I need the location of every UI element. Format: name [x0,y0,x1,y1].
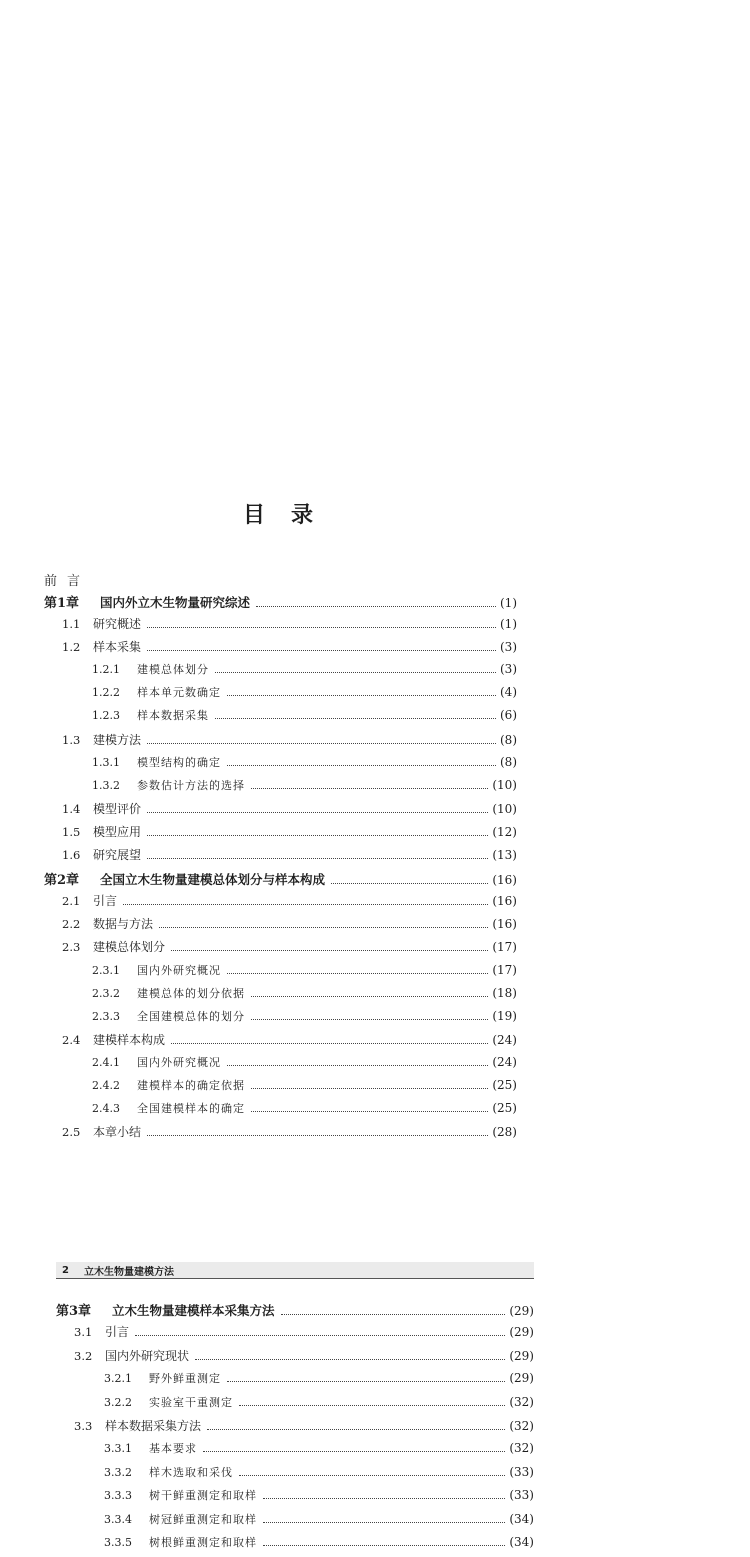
toc-entry-title: 建模样本构成 [93,1032,166,1047]
toc-entry[interactable] [56,1534,534,1557]
toc-entry-page: (10) [492,801,517,816]
dot-leader [207,1429,505,1430]
dot-leader [251,788,488,789]
toc-entry-number: 3.3 [74,1418,93,1433]
toc-entry-title: 基本要求 [149,1442,197,1456]
toc-entry-number: 2.4 [62,1032,81,1047]
toc-entry-page: (6) [500,708,517,723]
toc-list-page-2 [56,1300,534,1557]
toc-entry[interactable] [44,823,517,846]
toc-entry-number: 3.2.1 [104,1372,132,1386]
dot-leader [263,1522,505,1523]
toc-entry[interactable] [56,1347,534,1370]
toc-entry-page: (16) [492,873,517,888]
toc-entry-page: (1) [500,617,517,632]
toc-entry-title: 全国立木生物量建模总体划分与样本构成 [100,872,326,888]
dot-leader [159,927,488,928]
toc-entry[interactable] [44,962,517,985]
toc-entry-number: 1.3 [62,732,81,747]
toc-entry[interactable] [44,869,517,892]
toc-entry-page: (18) [492,985,517,1000]
dot-leader [281,1314,506,1315]
dot-leader [239,1475,505,1476]
toc-entry[interactable] [44,731,517,754]
dot-leader [203,1451,505,1452]
toc-entry-page: (24) [492,1032,517,1047]
toc-entry[interactable] [44,777,517,800]
dot-leader [171,950,488,951]
toc-entry[interactable] [56,1300,534,1323]
toc-entry-number: 1.2.2 [92,686,120,700]
toc-entry[interactable] [56,1440,534,1463]
toc-entry-page: (33) [509,1464,534,1479]
toc-entry-page: (33) [509,1488,534,1503]
toc-entry[interactable] [44,1077,517,1100]
toc-entry-title: 国内外研究概况 [137,963,221,977]
toc-entry-page: (17) [492,940,517,955]
toc-entry-page: (8) [500,754,517,769]
toc-entry-title: 全国建模总体的划分 [137,1009,245,1023]
toc-entry-page: (24) [492,1054,517,1069]
toc-entry-number: 3.3.5 [104,1535,132,1549]
toc-entry-number: 2.1 [62,894,81,909]
toc-entry-page: (12) [492,824,517,839]
toc-entry[interactable] [44,1008,517,1031]
toc-entry[interactable] [56,1323,534,1346]
dot-leader [251,1088,488,1089]
toc-entry-number: 3.3.2 [104,1465,132,1479]
toc-entry-page: (32) [509,1418,534,1433]
toc-entry-title: 样本数据采集方法 [105,1418,202,1433]
toc-entry[interactable] [44,1031,517,1054]
dot-leader [147,835,488,836]
toc-entry-page: (32) [509,1394,534,1409]
toc-entry-page: (3) [500,662,517,677]
toc-entry-number: 第2章 [44,873,80,889]
dot-leader [123,904,488,905]
toc-entry[interactable] [56,1511,534,1534]
toc-entry-title: 样本单元数确定 [137,686,221,700]
toc-entry[interactable] [44,985,517,1008]
header-book-title: 立木生物量建模方法 [84,1266,174,1278]
toc-list-page-1 [44,592,517,1146]
toc-entry[interactable] [56,1487,534,1510]
dot-leader [227,765,496,766]
toc-entry-number: 2.2 [62,917,81,932]
toc-entry[interactable] [44,800,517,823]
toc-entry[interactable] [56,1370,534,1393]
toc-entry-title: 树冠鲜重测定和取样 [149,1512,257,1526]
toc-entry-page: (16) [492,917,517,932]
toc-entry[interactable] [56,1394,534,1417]
toc-entry-number: 第3章 [56,1304,92,1319]
toc-entry-title: 国内外研究概况 [137,1055,221,1069]
toc-entry-title: 建模总体的划分依据 [137,986,245,1000]
toc-entry-number: 2.4.3 [92,1102,120,1116]
toc-entry[interactable] [44,938,517,961]
toc-entry-title: 样本采集 [93,640,142,655]
dot-leader [256,606,496,607]
toc-entry-title: 野外鲜重测定 [149,1372,221,1386]
dot-leader [251,996,488,997]
toc-entry-page: (34) [509,1511,534,1526]
toc-entry-page: (4) [500,685,517,700]
toc-entry-title: 引言 [105,1325,130,1340]
dot-leader [251,1019,488,1020]
toc-entry-title: 建模方法 [93,732,142,747]
toc-title: 目录 [242,502,339,528]
toc-entry-number: 2.3 [62,940,81,955]
toc-entry-number: 3.2 [74,1348,93,1363]
toc-entry-number: 2.5 [62,1125,81,1140]
toc-entry-page: (29) [509,1304,534,1318]
toc-entry-title: 样木选取和采伐 [149,1465,233,1479]
toc-entry-title: 树干鲜重测定和取样 [149,1489,257,1503]
running-header [56,1262,534,1279]
toc-entry-page: (19) [492,1008,517,1023]
toc-entry-title: 引言 [93,894,118,909]
toc-entry-title: 建模总体划分 [137,663,209,677]
toc-entry-page: (17) [492,962,517,977]
toc-entry[interactable] [44,684,517,707]
toc-entry-title: 建模样本的确定依据 [137,1078,245,1092]
dot-leader [147,858,488,859]
toc-entry[interactable] [44,638,517,661]
toc-entry-page: (32) [509,1441,534,1456]
dot-leader [147,743,496,744]
toc-entry-number: 1.2 [62,640,81,655]
toc-entry-page: (28) [492,1125,517,1140]
toc-entry[interactable] [44,892,517,915]
toc-entry-number: 2.3.3 [92,1009,120,1023]
toc-entry-title: 数据与方法 [93,917,154,932]
dot-leader [215,718,496,719]
toc-entry-title: 立木生物量建模样本采集方法 [112,1303,275,1318]
toc-entry-number: 3.3.1 [104,1442,132,1456]
toc-entry-title: 本章小结 [93,1125,142,1140]
toc-entry-page: (29) [509,1371,534,1386]
toc-entry[interactable] [56,1464,534,1487]
toc-entry-number: 1.3.1 [92,755,120,769]
toc-entry-number: 3.3.4 [104,1512,132,1526]
dot-leader [227,695,496,696]
toc-entry-title: 树根鲜重测定和取样 [149,1535,257,1549]
toc-entry[interactable] [44,1054,517,1077]
dot-leader [135,1335,505,1336]
toc-entry[interactable] [44,1123,517,1146]
toc-entry[interactable] [44,707,517,730]
dot-leader [251,1111,488,1112]
dot-leader [171,1043,488,1044]
toc-entry-number: 3.3.3 [104,1489,132,1503]
toc-entry-title: 国内外研究现状 [105,1348,190,1363]
toc-entry-title: 研究概述 [93,617,142,632]
header-page-number: 2 [62,1264,69,1276]
toc-entry-number: 3.1 [74,1325,93,1340]
toc-entry-page: (13) [492,848,517,863]
dot-leader [195,1359,505,1360]
toc-entry-number: 1.2.1 [92,663,120,677]
dot-leader [147,627,496,628]
toc-entry-page: (34) [509,1534,534,1549]
toc-entry-title: 样本数据采集 [137,709,209,723]
dot-leader [147,1135,488,1136]
toc-entry-title: 模型评价 [93,801,142,816]
toc-entry-title: 建模总体划分 [93,940,166,955]
toc-entry[interactable] [44,615,517,638]
toc-entry-title: 模型结构的确定 [137,755,221,769]
toc-entry-number: 1.4 [62,801,81,816]
toc-entry-page: (3) [500,640,517,655]
toc-entry-page: (1) [500,596,517,610]
dot-leader [263,1498,505,1499]
dot-leader [147,650,496,651]
dot-leader [215,672,496,673]
toc-entry-number: 2.4.2 [92,1078,120,1092]
preface-entry[interactable]: 前言 [44,574,91,589]
toc-entry-title: 参数估计方法的选择 [137,778,245,792]
toc-entry-number: 1.2.3 [92,709,120,723]
toc-entry-number: 第1章 [44,596,80,611]
toc-entry-title: 研究展望 [93,848,142,863]
toc-entry-title: 模型应用 [93,824,142,839]
toc-entry-title: 实验室干重测定 [149,1395,233,1409]
dot-leader [147,812,488,813]
toc-entry-page: (29) [509,1325,534,1340]
toc-entry-number: 2.3.1 [92,963,120,977]
dot-leader [331,883,488,884]
toc-entry-number: 1.6 [62,848,81,863]
toc-entry-page: (10) [492,777,517,792]
toc-entry-page: (25) [492,1077,517,1092]
toc-entry[interactable] [44,846,517,869]
toc-entry-number: 1.1 [62,617,81,632]
toc-entry-number: 2.4.1 [92,1055,120,1069]
toc-entry-number: 2.3.2 [92,986,120,1000]
toc-entry[interactable] [44,592,517,615]
toc-entry-page: (29) [509,1348,534,1363]
toc-entry-title: 国内外立木生物量研究综述 [100,595,251,610]
toc-entry[interactable] [44,1100,517,1123]
toc-entry-page: (25) [492,1101,517,1116]
dot-leader [239,1405,505,1406]
toc-entry-number: 3.2.2 [104,1395,132,1409]
dot-leader [227,1381,505,1382]
toc-entry[interactable] [44,915,517,938]
toc-entry-number: 1.3.2 [92,778,120,792]
toc-entry-page: (16) [492,894,517,909]
toc-entry[interactable] [56,1417,534,1440]
toc-entry[interactable] [44,661,517,684]
toc-entry-page: (8) [500,732,517,747]
toc-entry-number: 1.5 [62,824,81,839]
dot-leader [227,1065,488,1066]
toc-entry[interactable] [44,754,517,777]
dot-leader [227,973,488,974]
toc-entry-title: 全国建模样本的确定 [137,1102,245,1116]
